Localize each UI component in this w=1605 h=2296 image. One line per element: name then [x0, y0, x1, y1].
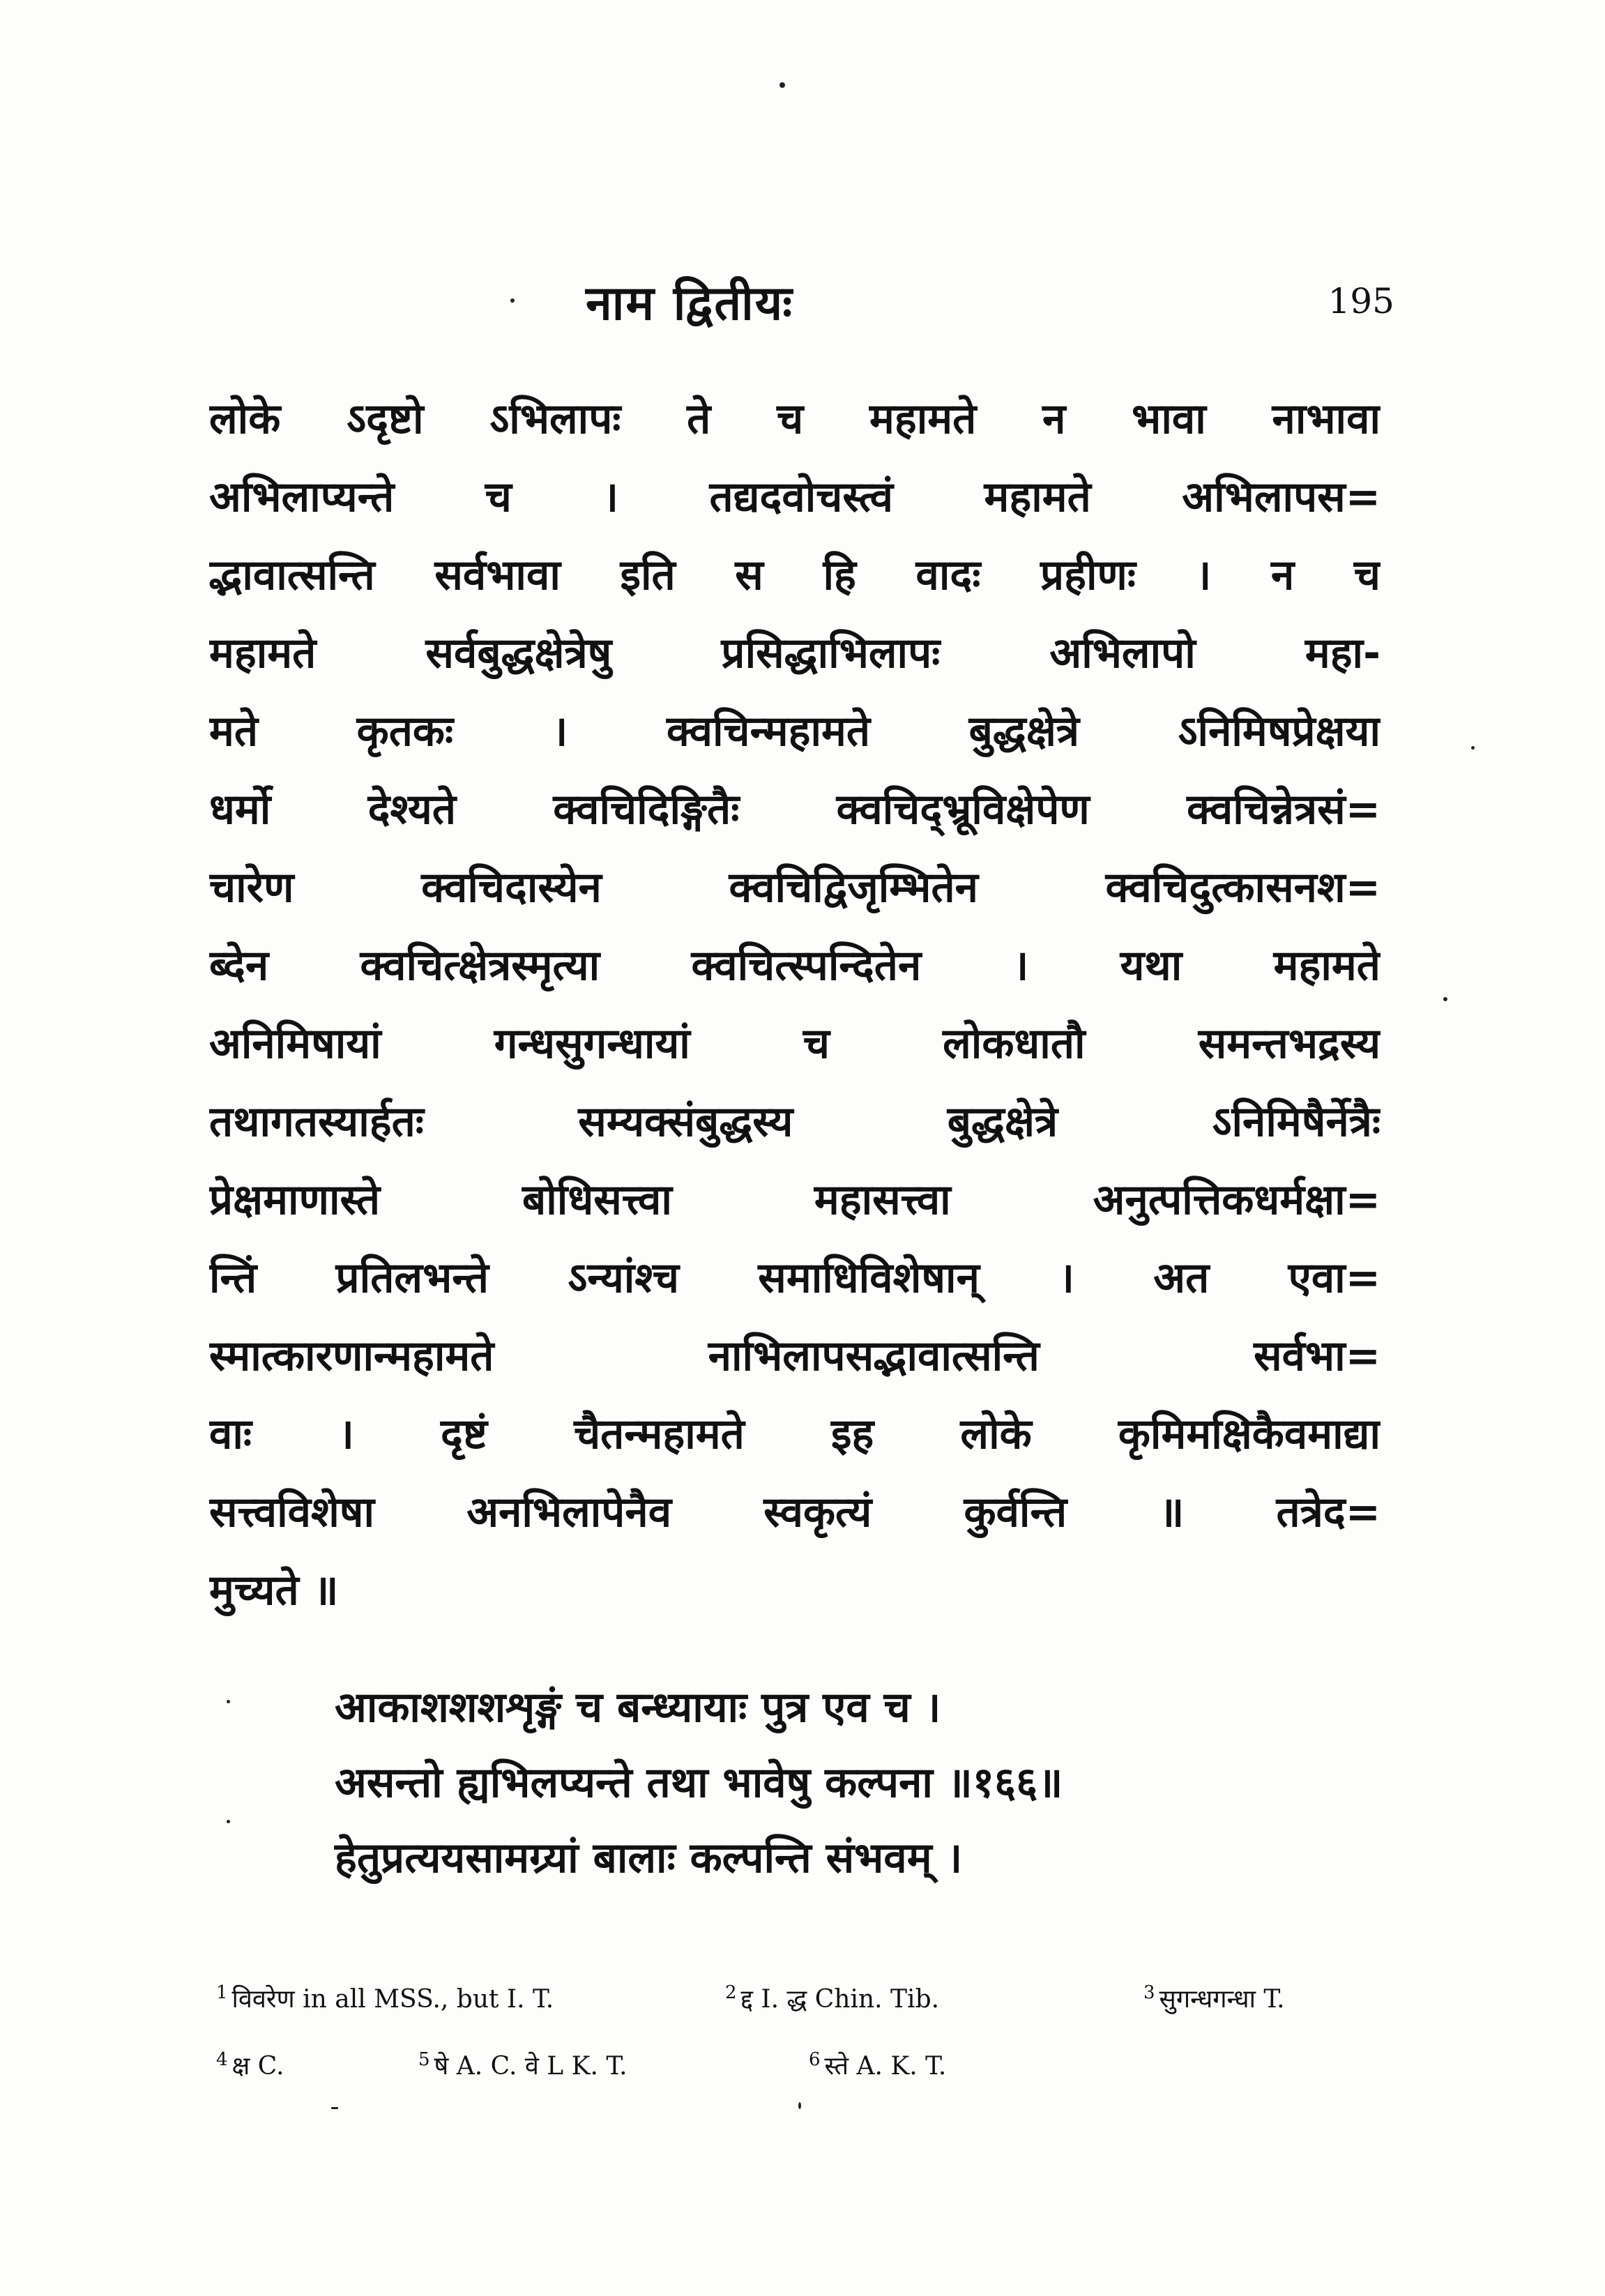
footnote-mark: 1 [216, 1982, 228, 2003]
text-line: धर्मो देश्यते क्वचिदिङ्गितैः क्वचिद्भ्रूविक्षेपेण क्वचिन्नेत्रसं= [209, 785, 1380, 834]
footnote-row [216, 1959, 1387, 2026]
page-number: 195 [1328, 281, 1394, 321]
footnote-row [216, 2026, 1387, 2093]
scan-speck [1443, 997, 1447, 1001]
verse-line: आकाशशशशृङ्गं च बन्ध्यायाः पुत्र एव च । [335, 1683, 941, 1732]
footnote-text: क्ष C. [231, 2052, 284, 2081]
scan-speck [227, 1700, 230, 1703]
text-line: चारेण क्वचिदास्येन क्वचिद्विजृम्भितेन क्वचिदुत्कासनश= [209, 863, 1380, 912]
footnote [216, 2026, 284, 2100]
footnotes [216, 1959, 1387, 2093]
footnote-mark: 5 [418, 2049, 430, 2070]
footnote-text: षे A. C. वे L K. T. [434, 2052, 627, 2081]
verse-line: हेतुप्रत्ययसामग्र्यां बालाः कल्पन्ति संभवम् । [335, 1834, 963, 1883]
scan-speck [1471, 746, 1475, 750]
footnote [725, 1959, 939, 2033]
scan-speck [227, 1820, 230, 1823]
footnote [809, 2026, 946, 2100]
text-line: द्भावात्सन्ति सर्वभावा इति स हि वादः प्रहीणः । न च [209, 551, 1380, 600]
text-line: सत्त्वविशेषा अनभिलापेनैव स्वकृत्यं कुर्वन्ति ॥ तत्रेद= [209, 1488, 1380, 1537]
running-title: नाम द्वितीयः [586, 276, 793, 331]
scan-speck [331, 2107, 338, 2109]
text-line: मते कृतकः । क्वचिन्महामते बुद्धक्षेत्रे ऽनिमिषप्रेक्षया [209, 707, 1380, 756]
text-line: प्रेक्षमाणास्ते बोधिसत्त्वा महासत्त्वा अनुत्पत्तिकधर्मक्षा= [209, 1176, 1380, 1224]
verse-line: असन्तो ह्यभिलप्यन्ते तथा भावेषु कल्पना ॥१६६॥ [335, 1758, 1063, 1807]
footnote-mark: 4 [216, 2049, 228, 2070]
footnote [216, 1959, 554, 2033]
text-line: वाः । दृष्टं चैतन्महामते इह लोके कृमिमक्षिकैवमाद्या [209, 1410, 1380, 1459]
text-line: ब्देन क्वचित्क्षेत्रस्मृत्या क्वचित्स्पन्दितेन । यथा महामते [209, 941, 1380, 990]
footnote [1143, 1959, 1285, 2033]
text-line: मुच्यते ॥ [209, 1566, 339, 1615]
footnote-text: स्ते A. K. T. [824, 2052, 947, 2081]
footnote [418, 2026, 627, 2100]
footnote-mark: 3 [1143, 1982, 1155, 2003]
text-line: अभिलाप्यन्ते च । तद्यदवोचस्त्वं महामते अभिलापस= [209, 473, 1380, 522]
prose-paragraph [209, 380, 1380, 1629]
text-line: तथागतस्यार्हतः सम्यक्संबुद्धस्य बुद्धक्षेत्रे ऽनिमिषैर्नेत्रैः [209, 1097, 1380, 1146]
running-head [209, 268, 1394, 345]
text-line: अनिमिषायां गन्धसुगन्धायां च लोकधातौ समन्तभद्रस्य [209, 1019, 1380, 1068]
scan-speck [798, 2102, 801, 2109]
scan-speck [779, 82, 785, 88]
footnote-mark: 2 [725, 1982, 737, 2003]
footnote-text: द्द I. द्ध Chin. Tib. [740, 1985, 940, 2014]
footnote-mark: 6 [809, 2049, 821, 2070]
text-line: न्तिं प्रतिलभन्ते ऽन्यांश्च समाधिविशेषान् । अत एवा= [209, 1254, 1380, 1302]
footnote-text: विवरेण in all MSS., but I. T. [231, 1985, 554, 2014]
text-line: लोके ऽदृष्टो ऽभिलापः ते च महामते न भावा नाभावा [209, 395, 1380, 443]
text-line: महामते सर्वबुद्धक्षेत्रेषु प्रसिद्धाभिलापः अभिलापो महा- [209, 629, 1380, 678]
verse-block [335, 1670, 1380, 1896]
footnote-text: सुगन्धगन्धा T. [1159, 1985, 1285, 2014]
text-line: स्मात्कारणान्महामते नाभिलापसद्भावात्सन्ति सर्वभा= [209, 1332, 1380, 1381]
